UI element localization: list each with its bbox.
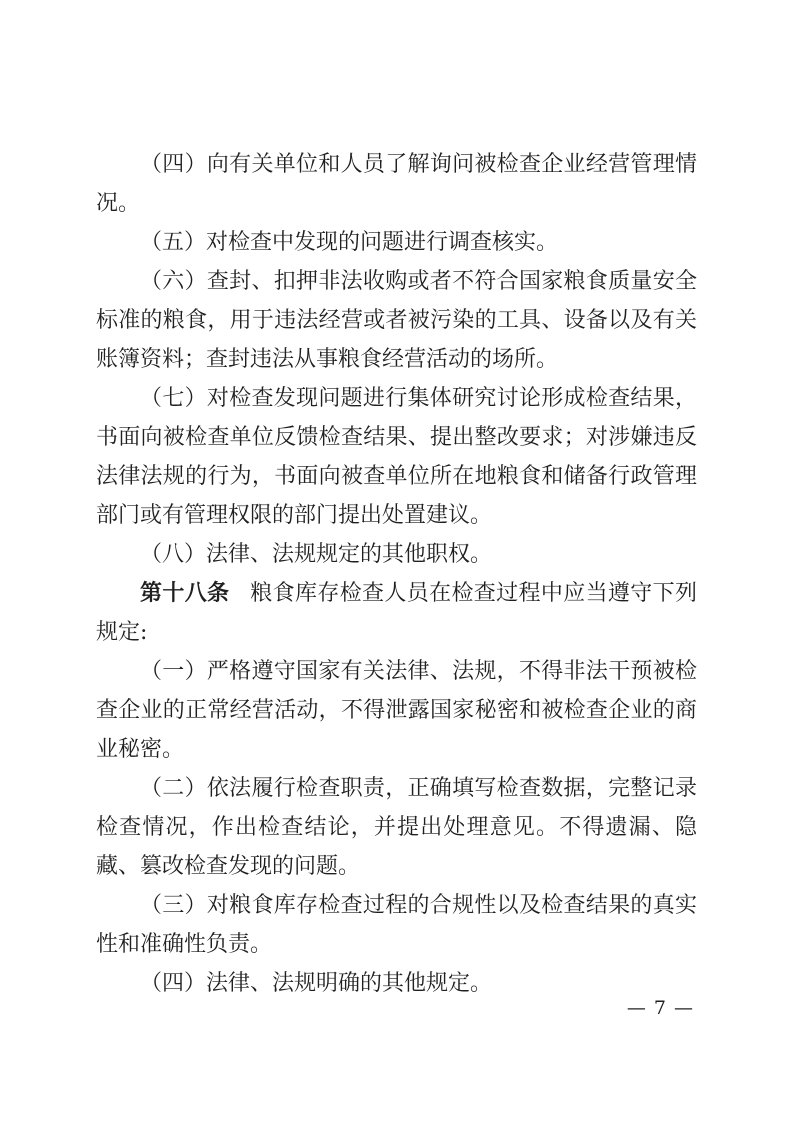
article-number: 第十八条 — [140, 580, 230, 606]
list-item-paragraph: （一）严格遵守国家有关法律、法规，不得非法干预被检查企业的正常经营活动，不得泄露国家秘密和被检查企业的商业秘密。 — [96, 659, 697, 762]
list-item-paragraph: （三）对粮食库存检查过程的合规性以及检查结果的真实性和准确性负责。 — [96, 893, 697, 957]
list-item-paragraph: （二）依法履行检查职责，正确填写检查数据，完整记录检查情况，作出检查结论，并提出处理意见。不得遗漏、隐藏、篡改检查发现的问题。 — [96, 776, 697, 879]
page-number: — 7 — — [626, 997, 694, 1019]
article-paragraph: 第十八条 粮食库存检查人员在检查过程中应当遵守下列规定: — [96, 580, 697, 645]
document-body — [96, 145, 697, 1003]
list-item-paragraph: （四）向有关单位和人员了解询问被检查企业经营管理情况。 — [96, 152, 697, 216]
list-item-paragraph: （四）法律、法规明确的其他规定。 — [140, 971, 493, 996]
list-item-paragraph: （五）对检查中发现的问题进行调查核实。 — [140, 230, 559, 255]
list-item-paragraph: （六）查封、扣押非法收购或者不符合国家粮食质量安全标准的粮食，用于违法经营或者被污染的工具、设备以及有关账簿资料；查封违法从事粮食经营活动的场所。 — [96, 269, 697, 372]
list-item-paragraph: （七）对检查发现问题进行集体研究讨论形成检查结果，书面向被检查单位反馈检查结果、提出整改要求；对涉嫌违反法律法规的行为，书面向被查单位所在地粮食和储备行政管理部门或有管理权限的部门提出处置建议。 — [96, 386, 697, 528]
list-item-paragraph: （八）法律、法规规定的其他职权。 — [140, 542, 493, 567]
